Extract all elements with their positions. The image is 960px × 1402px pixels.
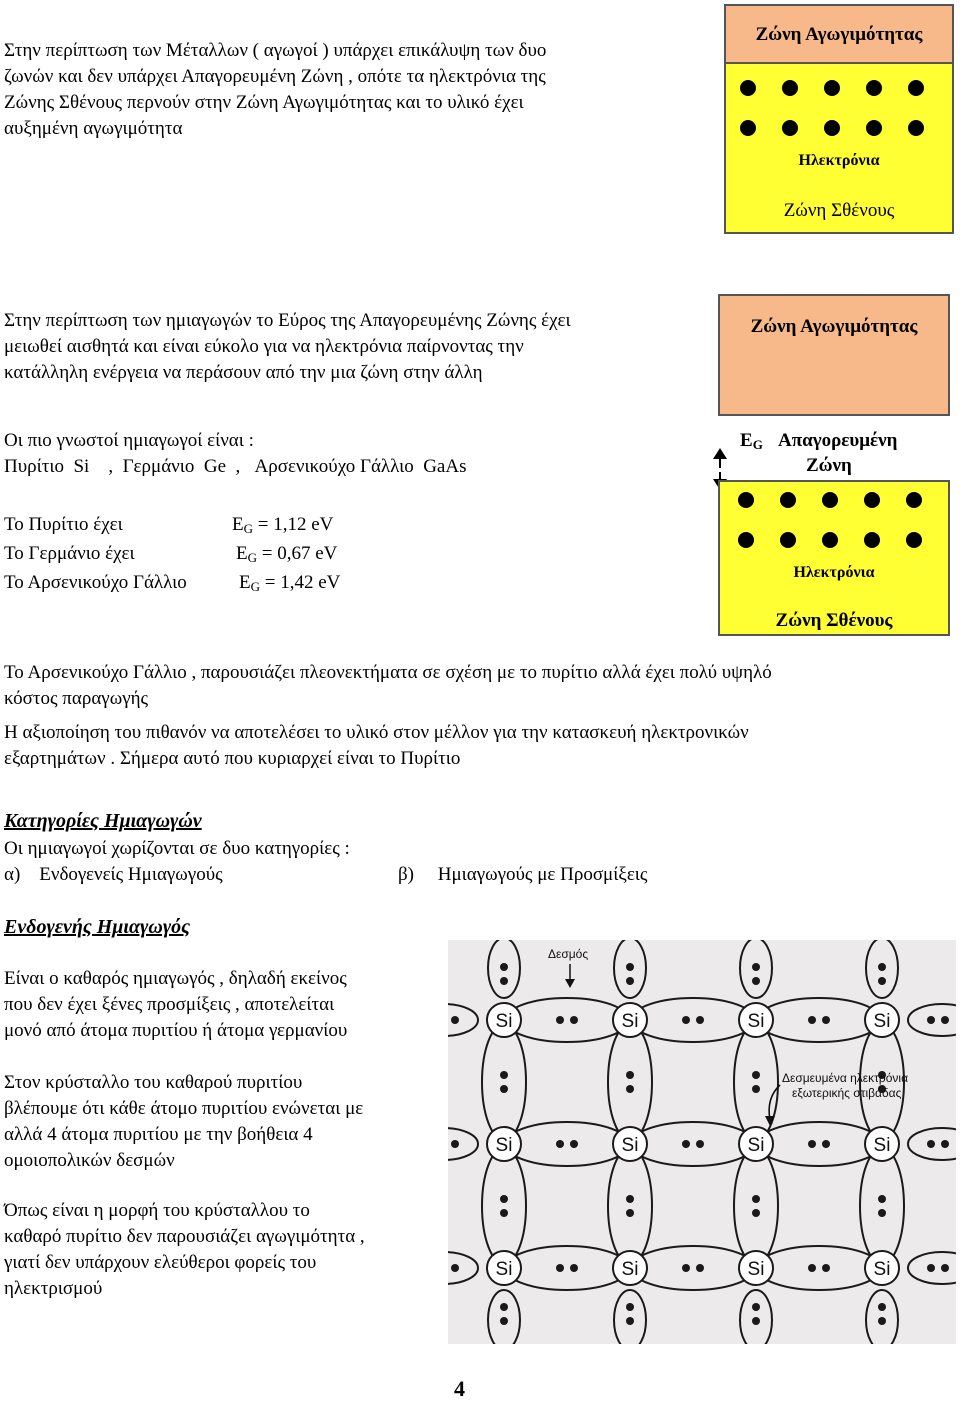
shared-electron-dot xyxy=(808,1264,816,1272)
electron-dot xyxy=(740,120,756,136)
shared-electrons-label: Δεσμευμένα ηλεκτρόνια xyxy=(782,1071,908,1085)
intrinsic-line: καθαρό πυρίτιο δεν παρουσιάζει αγωγιμότητα , xyxy=(4,1226,365,1247)
electron-dot xyxy=(866,80,882,96)
shared-electron-dot xyxy=(682,1264,690,1272)
shared-electron-dot xyxy=(626,1317,634,1325)
shared-electron-dot xyxy=(941,1264,949,1272)
bond-label: Δεσμός xyxy=(548,947,589,961)
covalent-bond xyxy=(860,1148,904,1264)
intrinsic-line: Στον κρύσταλλο του καθαρού πυριτίου xyxy=(4,1072,303,1093)
shared-electron-dot xyxy=(626,977,634,985)
semi-line: μειωθεί αισθητά και είναι εύκολο για να ηλεκτρόνια παίρνοντας την xyxy=(4,336,524,357)
electrons-label: Ηλεκτρόνια xyxy=(793,564,875,581)
shared-electron-dot xyxy=(752,1085,760,1093)
gap-value-gaas: $E_G = 1,42$ eV xyxy=(239,572,341,594)
shared-electron-dot xyxy=(808,1016,816,1024)
shared-electron-dot xyxy=(878,963,886,971)
intrinsic-heading: Ενδογενής Ημιαγωγός xyxy=(4,916,191,938)
shared-electron-dot xyxy=(752,977,760,985)
shared-electron-dot xyxy=(696,1140,704,1148)
gaas-line: εξαρτημάτων . Σήμερα αυτό που κυριαρχεί είναι το Πυρίτιο xyxy=(4,748,461,769)
electron-dot xyxy=(780,532,796,548)
covalent-bond xyxy=(757,1122,881,1166)
electron-dot xyxy=(866,120,882,136)
covalent-bond xyxy=(482,1024,526,1140)
intrinsic-line: βλέπουμε ότι κάθε άτομο πυριτίου ενώνεται με xyxy=(4,1098,364,1119)
silicon-lattice-figure xyxy=(448,940,956,1344)
shared-electron-dot xyxy=(682,1140,690,1148)
shared-electron-dot xyxy=(626,963,634,971)
page-number: 4 xyxy=(454,1376,465,1401)
gaas-line: Η αξιοποίηση του πιθανόν να αποτελέσει το υλικό στον μέλλον για την κατασκευή ηλεκτρονικών xyxy=(4,722,749,743)
shared-electron-dot xyxy=(556,1140,564,1148)
covalent-bond xyxy=(505,998,629,1042)
silicon-atom-label: Si xyxy=(873,1011,891,1032)
metal-conduction-band xyxy=(724,4,954,64)
shared-electron-dot xyxy=(500,1303,508,1311)
silicon-atom-label: Si xyxy=(747,1011,765,1032)
intrinsic-line: Όπως είναι η μορφή του κρύσταλλου το xyxy=(4,1200,310,1221)
gaas-line: κόστος παραγωγής xyxy=(4,688,149,709)
covalent-bond xyxy=(505,1246,629,1290)
category-a: α) Ενδογενείς Ημιαγωγούς xyxy=(4,864,223,885)
semi-conduction-band xyxy=(718,294,950,416)
known-semis-intro: Οι πιο γνωστοί ημιαγωγοί είναι : xyxy=(4,430,254,451)
shared-electron-dot xyxy=(752,1209,760,1217)
shared-electron-dot xyxy=(752,963,760,971)
shared-electron-dot xyxy=(626,1303,634,1311)
shared-electron-dot xyxy=(878,977,886,985)
covalent-bond xyxy=(757,1246,881,1290)
electrons-label: Ηλεκτρόνια xyxy=(798,152,880,169)
silicon-atom-label: Si xyxy=(495,1259,513,1280)
silicon-atom-label: Si xyxy=(747,1259,765,1280)
metal-valence-band xyxy=(724,62,954,234)
gap-value-ge: $E_G = 0,67$ eV xyxy=(236,543,338,565)
shared-electron-dot xyxy=(696,1264,704,1272)
semi-line: κατάλληλη ενέργεια να περάσουν από την μια ζώνη στην άλλη xyxy=(4,362,483,383)
shared-electron-dot xyxy=(878,1317,886,1325)
silicon-atom-label: Si xyxy=(621,1259,639,1280)
shared-electron-dot xyxy=(752,1071,760,1079)
electron-dot xyxy=(864,492,880,508)
shared-electron-dot xyxy=(822,1140,830,1148)
intrinsic-line: γιατί δεν υπάρχουν ελεύθεροι φορείς του xyxy=(4,1252,317,1273)
electron-dot xyxy=(782,120,798,136)
semi-valence-band xyxy=(718,480,950,636)
shared-electron-dot xyxy=(500,1195,508,1203)
gap-name-ge: Το Γερμάνιο έχει xyxy=(4,543,135,564)
intrinsic-line: Είναι ο καθαρός ημιαγωγός , δηλαδή εκείνος xyxy=(4,968,347,989)
shared-electron-dot xyxy=(927,1140,935,1148)
silicon-atom-label: Si xyxy=(495,1011,513,1032)
gap-name-gaas: Το Αρσενικούχο Γάλλιο xyxy=(4,572,187,593)
shared-electron-dot xyxy=(626,1209,634,1217)
shared-electron-dot xyxy=(682,1016,690,1024)
covalent-bond xyxy=(608,1024,652,1140)
electron-dot xyxy=(782,80,798,96)
intrinsic-line: αλλά 4 άτομα πυριτίου με την βοήθεια 4 xyxy=(4,1124,313,1145)
shared-electron-dot xyxy=(500,1071,508,1079)
electron-dot xyxy=(864,532,880,548)
shared-electrons-label-2: εξωτερικής στιβάδας xyxy=(792,1086,902,1100)
silicon-atom-label: Si xyxy=(747,1135,765,1156)
silicon-atom-label: Si xyxy=(621,1011,639,1032)
intro-line: Στην περίπτωση των Μέταλλων ( αγωγοί ) υπάρχει επικάλυψη των δυο xyxy=(4,40,547,61)
bond-arrow-icon xyxy=(565,979,575,988)
shared-electron-dot xyxy=(822,1016,830,1024)
intro-line: Ζώνης Σθένους περνούν στην Ζώνη Αγωγιμότητας και το υλικό έχει xyxy=(4,92,524,113)
covalent-bond xyxy=(608,1148,652,1264)
shared-electron-dot xyxy=(878,1209,886,1217)
categories-heading: Κατηγορίες Ημιαγωγών xyxy=(4,810,202,832)
shared-electron-dot xyxy=(752,1317,760,1325)
electron-dot xyxy=(824,80,840,96)
covalent-bond xyxy=(631,1246,755,1290)
shared-electron-dot xyxy=(626,1085,634,1093)
silicon-atom-label: Si xyxy=(873,1135,891,1156)
shared-electron-dot xyxy=(752,1195,760,1203)
covalent-bond xyxy=(757,998,881,1042)
covalent-bond xyxy=(505,1122,629,1166)
shared-electron-dot xyxy=(500,1317,508,1325)
shared-electron-dot xyxy=(878,1303,886,1311)
covalent-bond xyxy=(734,1148,778,1264)
shared-electron-dot xyxy=(500,1085,508,1093)
electron-dot xyxy=(822,492,838,508)
shared-electron-dot xyxy=(822,1264,830,1272)
shared-electron-dot xyxy=(556,1016,564,1024)
silicon-atom-label: Si xyxy=(621,1135,639,1156)
shared-electron-dot xyxy=(500,977,508,985)
silicon-lattice-svg xyxy=(448,940,956,1344)
conduction-band-label: Ζώνη Αγωγιμότητας xyxy=(755,24,923,45)
shared-electron-dot xyxy=(626,1071,634,1079)
electron-dot xyxy=(740,80,756,96)
shared-electron-dot xyxy=(808,1140,816,1148)
conduction-band-label: Ζώνη Αγωγιμότητας xyxy=(750,316,918,337)
shared-arrow-icon xyxy=(765,1116,775,1126)
electron-dot xyxy=(906,532,922,548)
valence-band-label: Ζώνη Σθένους xyxy=(775,610,893,631)
intrinsic-line: μονό από άτομα πυριτίου ή άτομα γερμανίου xyxy=(4,1020,348,1041)
gap-name-si: Το Πυρίτιο έχει xyxy=(4,514,123,535)
electron-dot xyxy=(738,492,754,508)
intro-line: ζωνών και δεν υπάρχει Απαγορευμένη Ζώνη , οπότε τα ηλεκτρόνια της xyxy=(4,66,546,87)
shared-electron-dot xyxy=(451,1016,459,1024)
electron-dot xyxy=(906,492,922,508)
shared-electron-dot xyxy=(570,1264,578,1272)
intro-line: αυξημένη αγωγιμότητα xyxy=(4,118,183,139)
covalent-bond xyxy=(631,998,755,1042)
intrinsic-line: ομοιοπολικών δεσμών xyxy=(4,1150,175,1171)
shared-electron-dot xyxy=(941,1140,949,1148)
covalent-bond xyxy=(482,1148,526,1264)
shared-electron-dot xyxy=(878,1195,886,1203)
category-b: β) Ημιαγωγούς με Προσμίξεις xyxy=(398,864,648,885)
electron-dot xyxy=(822,532,838,548)
silicon-atom-label: Si xyxy=(873,1259,891,1280)
intrinsic-line: ηλεκτρισμού xyxy=(4,1278,103,1299)
shared-electron-dot xyxy=(626,1195,634,1203)
shared-electron-dot xyxy=(500,963,508,971)
categories-intro: Οι ημιαγωγοί χωρίζονται σε δυο κατηγορίες : xyxy=(4,838,350,859)
gap-value-si: $E_G = 1,12$ eV xyxy=(232,514,334,536)
electron-dot xyxy=(738,532,754,548)
gap-symbol: $E_G$ xyxy=(740,430,763,452)
semi-line: Στην περίπτωση των ημιαγωγών το Εύρος της Απαγορευμένης Ζώνης έχει xyxy=(4,310,571,331)
shared-electron-dot xyxy=(500,1209,508,1217)
shared-electron-dot xyxy=(696,1016,704,1024)
forbidden-gap-label: Απαγορευμένη xyxy=(778,430,898,451)
gaas-line: Το Αρσενικούχο Γάλλιο , παρουσιάζει πλεονεκτήματα σε σχέση με το πυρίτιο αλλά έχει πολύ υψηλό xyxy=(4,662,772,683)
electron-dot xyxy=(824,120,840,136)
shared-electron-dot xyxy=(941,1016,949,1024)
shared-electron-dot xyxy=(752,1303,760,1311)
electron-dot xyxy=(908,120,924,136)
covalent-bond xyxy=(631,1122,755,1166)
silicon-atom-label: Si xyxy=(495,1135,513,1156)
shared-electron-dot xyxy=(451,1140,459,1148)
shared-electron-dot xyxy=(927,1264,935,1272)
shared-electron-dot xyxy=(451,1264,459,1272)
electron-dot xyxy=(908,80,924,96)
shared-electron-dot xyxy=(556,1264,564,1272)
electron-dot xyxy=(780,492,796,508)
shared-electron-dot xyxy=(927,1016,935,1024)
intrinsic-line: που δεν έχει ξένες προσμίξεις , αποτελείται xyxy=(4,994,335,1015)
shared-electron-dot xyxy=(570,1016,578,1024)
valence-band-label: Ζώνη Σθένους xyxy=(783,200,895,221)
shared-electron-dot xyxy=(570,1140,578,1148)
forbidden-gap-label-2: Ζώνη xyxy=(806,455,852,476)
known-semis-list: Πυρίτιο Si , Γερμάνιο Ge , Αρσενικούχο Γάλλιο GaAs xyxy=(4,456,467,477)
